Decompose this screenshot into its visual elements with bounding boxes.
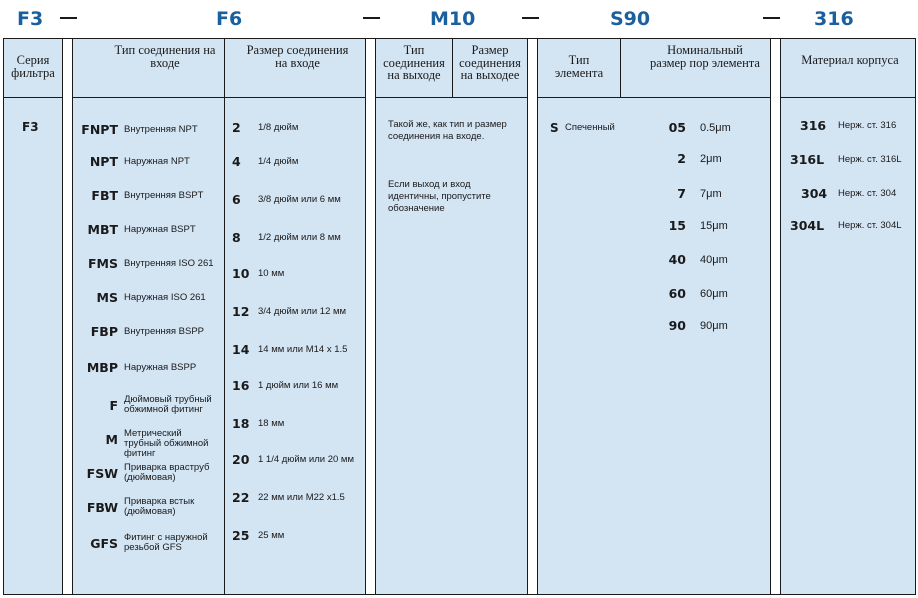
element-desc: Спеченный bbox=[565, 122, 615, 133]
inlet-size-desc: 10 мм bbox=[258, 268, 285, 279]
inlet-size-desc: 1 дюйм или 16 мм bbox=[258, 380, 339, 391]
inlet-size-desc: 18 мм bbox=[258, 418, 285, 429]
divider bbox=[224, 39, 225, 594]
pore-desc: 40μm bbox=[700, 254, 728, 266]
inlet-size-code: 12 bbox=[232, 304, 250, 319]
inlet-type-desc: Внутренняя NPT bbox=[124, 124, 198, 135]
inlet-type-desc: Наружная BSPP bbox=[124, 362, 197, 373]
pore-code: 60 bbox=[668, 286, 686, 301]
outlet-note-omit: Если выход и вход идентичны, пропустите обозначение bbox=[388, 179, 491, 214]
column-separator bbox=[365, 39, 376, 594]
series-value: F3 bbox=[22, 120, 39, 134]
header-pore-size: Номинальный размер пор элемента bbox=[650, 43, 760, 70]
material-desc: Нерж. ст. 304L bbox=[838, 220, 902, 231]
inlet-size-code: 22 bbox=[232, 490, 250, 505]
material-code: 316 bbox=[800, 118, 827, 133]
pore-desc: 0.5μm bbox=[700, 122, 731, 134]
inlet-size-desc: 3/4 дюйм или 12 мм bbox=[258, 306, 347, 317]
inlet-type-desc: Внутренняя BSPP bbox=[124, 326, 205, 337]
inlet-size-desc: 1/4 дюйм bbox=[258, 156, 299, 167]
inlet-type-desc: Наружная ISO 261 bbox=[124, 292, 206, 303]
inlet-type-desc: Метрический трубный обжимной фитинг bbox=[124, 428, 209, 459]
inlet-type-code: FSW bbox=[86, 466, 118, 481]
header-element-type: Тип элемента bbox=[554, 53, 604, 80]
inlet-type-desc: Внутренняя ISO 261 bbox=[124, 258, 214, 269]
inlet-size-desc: 1 1/4 дюйм или 20 мм bbox=[258, 454, 354, 465]
inlet-size-code: 25 bbox=[232, 528, 250, 543]
pore-desc: 2μm bbox=[700, 153, 722, 165]
inlet-size-desc: 1/2 дюйм или 8 мм bbox=[258, 232, 341, 243]
inlet-type-code: FBP bbox=[90, 324, 118, 339]
pore-code: 2 bbox=[677, 151, 686, 166]
pore-desc: 7μm bbox=[700, 188, 722, 200]
pore-code: 15 bbox=[668, 218, 686, 233]
pore-code: 90 bbox=[668, 318, 686, 333]
inlet-type-code: MBP bbox=[86, 360, 118, 375]
inlet-type-code: M bbox=[105, 432, 118, 447]
header-outlet-size: Размер соединения на выходее bbox=[459, 43, 521, 82]
inlet-size-code: 10 bbox=[232, 266, 250, 281]
dash bbox=[60, 17, 77, 19]
pore-code: 7 bbox=[677, 186, 686, 201]
divider bbox=[620, 39, 621, 98]
inlet-size-code: 6 bbox=[232, 192, 241, 207]
code-element: S90 bbox=[610, 8, 651, 30]
inlet-type-code: FMS bbox=[88, 256, 118, 271]
material-desc: Нерж. ст. 316L bbox=[838, 154, 902, 165]
code-inlet: F6 bbox=[216, 8, 243, 30]
material-desc: Нерж. ст. 304 bbox=[838, 188, 897, 199]
inlet-type-desc: Внутренняя BSPT bbox=[124, 190, 204, 201]
header-rule bbox=[376, 97, 527, 98]
inlet-type-desc: Приварка враструб (дюймовая) bbox=[124, 462, 210, 483]
dash bbox=[522, 17, 539, 19]
inlet-size-desc: 3/8 дюйм или 6 мм bbox=[258, 194, 341, 205]
inlet-size-code: 2 bbox=[232, 120, 241, 135]
inlet-type-code: F bbox=[109, 398, 118, 413]
inlet-size-code: 14 bbox=[232, 342, 250, 357]
column-separator bbox=[62, 39, 73, 594]
header-inlet-type: Тип соединения на входе bbox=[114, 43, 216, 70]
header-outlet-type: Тип соединения на выходе bbox=[383, 43, 445, 82]
material-code: 316L bbox=[790, 152, 825, 167]
header-rule bbox=[73, 97, 365, 98]
inlet-type-desc: Приварка встык (дюймовая) bbox=[124, 496, 195, 517]
outlet-note-same: Такой же, как тип и размер соединения на входе. bbox=[388, 119, 507, 142]
header-inlet-size: Размер соединения на входе bbox=[246, 43, 349, 70]
pore-desc: 15μm bbox=[700, 220, 728, 232]
header-material: Материал корпуса bbox=[801, 53, 899, 67]
code-material: 316 bbox=[814, 8, 854, 30]
inlet-type-code: FBT bbox=[91, 188, 118, 203]
inlet-type-code: FNPT bbox=[81, 122, 118, 137]
inlet-type-code: GFS bbox=[90, 536, 118, 551]
dash bbox=[363, 17, 380, 19]
inlet-type-code: NPT bbox=[89, 154, 118, 169]
inlet-size-code: 8 bbox=[232, 230, 241, 245]
pore-desc: 60μm bbox=[700, 288, 728, 300]
element-code: S bbox=[550, 121, 559, 135]
code-outlet: M10 bbox=[430, 8, 476, 30]
inlet-type-desc: Наружная NPT bbox=[124, 156, 190, 167]
material-code: 304 bbox=[801, 186, 828, 201]
column-separator bbox=[527, 39, 538, 594]
material-desc: Нерж. ст. 316 bbox=[838, 120, 897, 131]
inlet-size-desc: 1/8 дюйм bbox=[258, 122, 299, 133]
column-separator bbox=[770, 39, 781, 594]
inlet-type-code: MBT bbox=[87, 222, 118, 237]
header-rule bbox=[781, 97, 915, 98]
inlet-type-desc: Наружная BSPT bbox=[124, 224, 196, 235]
header-rule bbox=[538, 97, 770, 98]
code-series: F3 bbox=[17, 8, 44, 30]
inlet-size-desc: 14 мм или М14 x 1.5 bbox=[258, 344, 348, 355]
inlet-type-code: FBW bbox=[86, 500, 118, 515]
inlet-size-code: 18 bbox=[232, 416, 250, 431]
header-rule bbox=[4, 97, 62, 98]
inlet-size-desc: 22 мм или М22 x1.5 bbox=[258, 492, 345, 503]
inlet-size-code: 16 bbox=[232, 378, 250, 393]
pore-code: 40 bbox=[668, 252, 686, 267]
inlet-type-desc: Фитинг с наружной резьбой GFS bbox=[124, 532, 208, 553]
pore-desc: 90μm bbox=[700, 320, 728, 332]
pore-code: 05 bbox=[668, 120, 686, 135]
material-code: 304L bbox=[790, 218, 825, 233]
inlet-size-code: 4 bbox=[232, 154, 241, 169]
inlet-size-code: 20 bbox=[232, 452, 250, 467]
divider bbox=[452, 39, 453, 98]
header-series: Серия фильтра bbox=[11, 53, 55, 80]
inlet-type-desc: Дюймовый трубный обжимной фитинг bbox=[124, 394, 212, 415]
inlet-type-code: MS bbox=[96, 290, 118, 305]
inlet-size-desc: 25 мм bbox=[258, 530, 285, 541]
dash bbox=[763, 17, 780, 19]
